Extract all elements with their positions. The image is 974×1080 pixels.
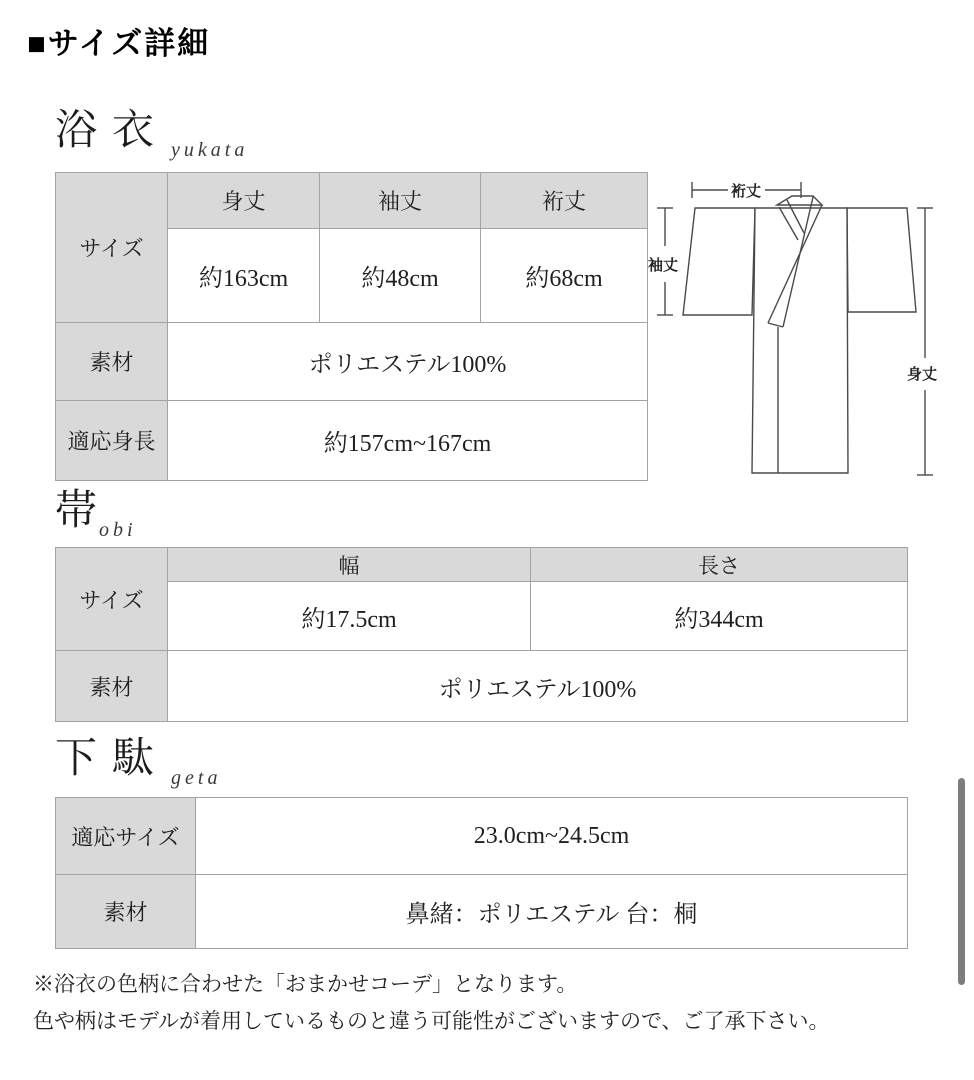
page-title: ■サイズ詳細 bbox=[27, 26, 211, 61]
obi-material-label-cell: 素材 bbox=[56, 651, 168, 722]
obi-val-width-cell: 約17.5cm bbox=[168, 582, 531, 651]
obi-col-length-cell: 長さ bbox=[531, 548, 908, 582]
kimono-left-sleeve bbox=[683, 208, 755, 315]
kimono-back-collar bbox=[777, 196, 822, 205]
obi-heading-script: obi bbox=[99, 519, 137, 541]
yukata-heading-kanji: 浴衣 bbox=[55, 108, 170, 154]
yukata-val-sodetake-cell: 約48cm bbox=[320, 229, 481, 323]
obi-col-width-cell: 幅 bbox=[168, 548, 531, 582]
yukata-height-value-cell: 約157cm~167cm bbox=[168, 401, 648, 481]
yukata-val-mitake-cell: 約163cm bbox=[168, 229, 320, 323]
obi-heading bbox=[55, 488, 137, 541]
geta-material-value-cell: 鼻緒：ポリエステル 台：桐 bbox=[196, 875, 908, 949]
yukata-material-value-cell: ポリエステル100% bbox=[168, 323, 648, 401]
kimono-diagram bbox=[645, 160, 974, 490]
geta-size-table bbox=[55, 797, 908, 949]
yukitake-label: 裄丈 bbox=[730, 183, 762, 200]
yukata-heading bbox=[55, 108, 249, 161]
yukata-col-yukitake-cell: 裄丈 bbox=[481, 173, 648, 229]
kimono-right-sleeve bbox=[847, 208, 916, 312]
yukata-val-yukitake-cell: 約68cm bbox=[481, 229, 648, 323]
yukata-size-label-cell: サイズ bbox=[56, 173, 168, 323]
yukata-height-label-cell: 適応身長 bbox=[56, 401, 168, 481]
yukata-col-mitake-cell: 身丈 bbox=[168, 173, 320, 229]
geta-fit-value-cell: 23.0cm~24.5cm bbox=[196, 798, 908, 875]
geta-heading-script: geta bbox=[171, 767, 222, 789]
kimono-body bbox=[752, 208, 848, 473]
obi-heading-kanji: 帯 bbox=[55, 488, 98, 534]
mitake-label: 身丈 bbox=[906, 366, 938, 383]
obi-val-length-cell: 約344cm bbox=[531, 582, 908, 651]
geta-heading-kanji: 下駄 bbox=[55, 736, 170, 782]
yukata-col-sodetake-cell: 袖丈 bbox=[320, 173, 481, 229]
geta-fit-label-cell: 適応サイズ bbox=[56, 798, 196, 875]
obi-size-label-cell: サイズ bbox=[56, 548, 168, 651]
yukata-material-label-cell: 素材 bbox=[56, 323, 168, 401]
yukata-heading-script: yukata bbox=[171, 139, 249, 161]
footnote-line2: 色や柄はモデルが着用しているものと違う可能性がございますので、ご了承下さい。 bbox=[33, 1009, 830, 1033]
geta-material-label-cell: 素材 bbox=[56, 875, 196, 949]
footnote-line1: ※浴衣の色柄に合わせた「おまかせコーデ」となります。 bbox=[33, 972, 578, 996]
obi-size-table bbox=[55, 547, 908, 722]
scrollbar-thumb[interactable] bbox=[958, 778, 965, 985]
footnote bbox=[33, 966, 830, 1040]
yukata-size-table bbox=[55, 172, 648, 481]
obi-material-value-cell: ポリエステル100% bbox=[168, 651, 908, 722]
sodetake-label: 袖丈 bbox=[647, 257, 679, 274]
geta-heading bbox=[55, 736, 222, 789]
